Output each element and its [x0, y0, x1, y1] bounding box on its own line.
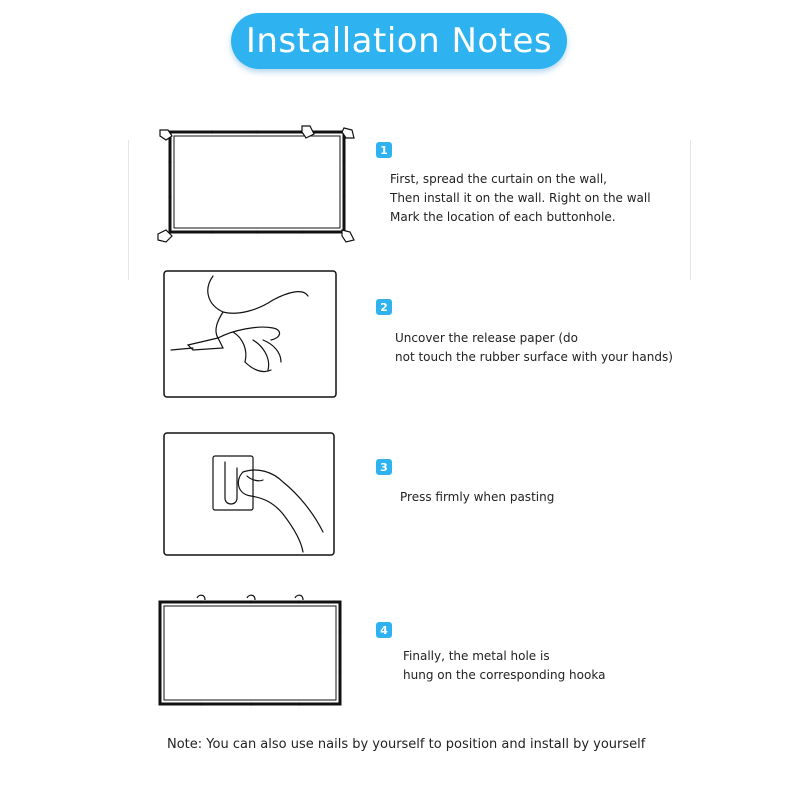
step-1-line-2: Then install it on the wall. Right on the wall — [390, 191, 651, 205]
title-banner — [231, 13, 567, 69]
guide-line-right — [690, 140, 691, 280]
step-2-text — [395, 329, 673, 367]
step-1-line-1: First, spread the curtain on the wall, — [390, 172, 607, 186]
step-2-line-2: not touch the rubber surface with your hands) — [395, 350, 673, 364]
step-3-badge: 3 — [376, 459, 392, 475]
step-3-line-1: Press firmly when pasting — [400, 490, 555, 504]
step-1-line-3: Mark the location of each buttonhole. — [390, 210, 616, 224]
page-title: Installation Notes — [245, 21, 553, 61]
screen-hung-on-hooks-illustration — [155, 592, 345, 710]
step-2-badge: 2 — [376, 299, 392, 315]
hands-peeling-paper-illustration — [163, 270, 337, 398]
step-4-line-2: hung on the corresponding hooka — [403, 668, 606, 682]
step-4-line-1: Finally, the metal hole is — [403, 649, 550, 663]
step-4-badge: 4 — [376, 622, 392, 638]
step-4-text — [403, 647, 605, 685]
guide-line-left — [128, 140, 129, 280]
step-1-badge: 1 — [376, 142, 392, 158]
footer-note: Note: You can also use nails by yourself to position and install by yourself — [167, 737, 646, 752]
step-2-line-1: Uncover the release paper (do — [395, 331, 578, 345]
step-3-text — [400, 488, 554, 507]
screen-with-clips-illustration — [152, 122, 362, 244]
step-1-text — [390, 170, 651, 227]
finger-pressing-hook-illustration — [163, 432, 335, 556]
